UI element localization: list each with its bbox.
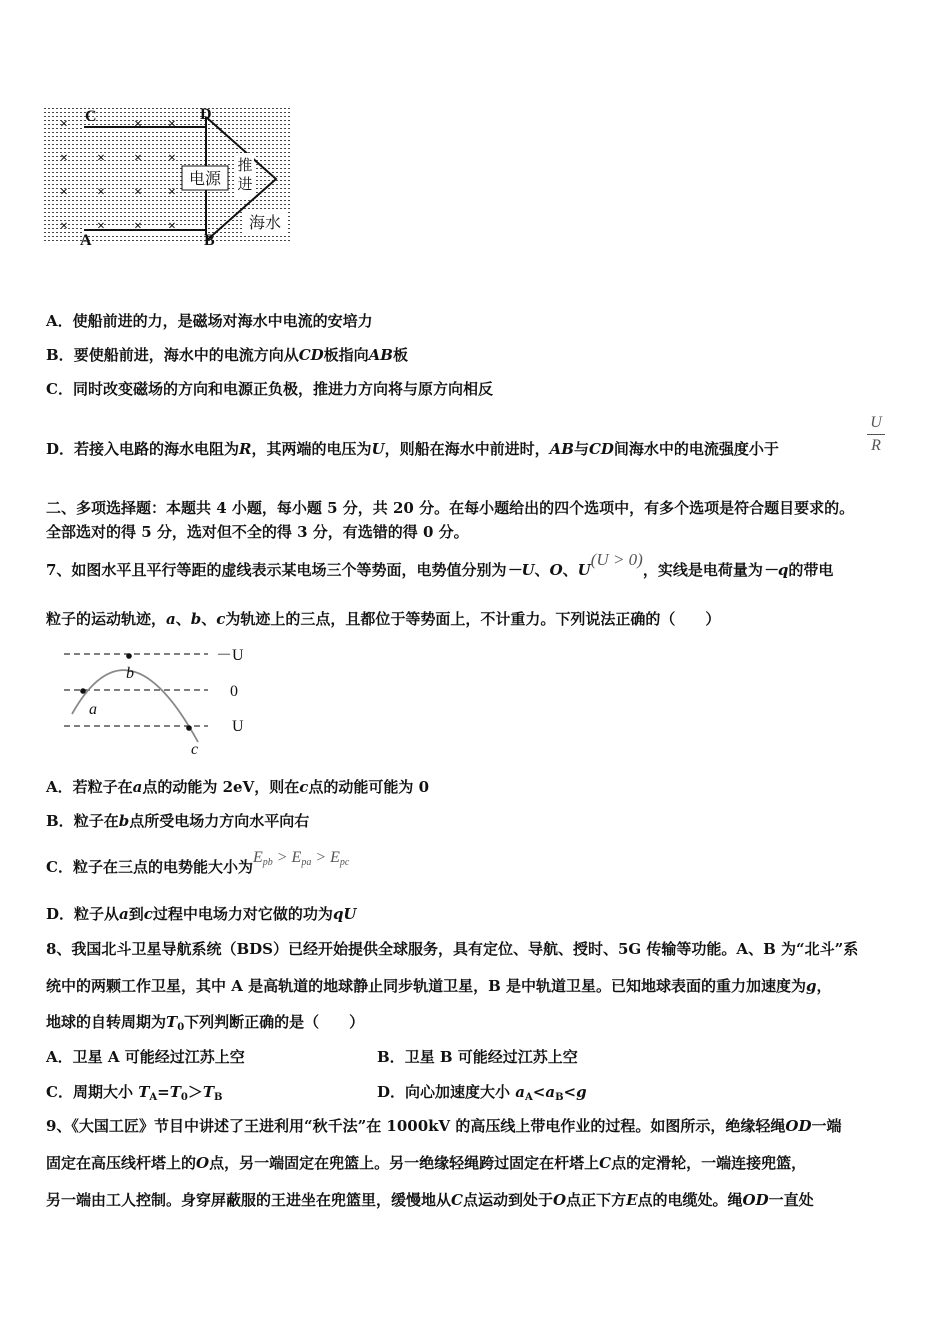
cross-mark: × — [168, 219, 176, 234]
cross-mark: × — [97, 151, 105, 166]
point-c-dot — [186, 725, 192, 731]
cross-mark: × — [97, 219, 105, 234]
label-d: D — [200, 106, 212, 123]
var: O — [196, 1154, 210, 1172]
var: AB — [368, 346, 393, 364]
option-text: 卫星 B 可能经过江苏上空 — [404, 1048, 578, 1066]
option-letter: B． — [46, 812, 74, 830]
option-letter: B． — [377, 1048, 405, 1066]
var: CD — [298, 346, 324, 364]
cross-mark: × — [168, 151, 176, 166]
var: R — [239, 440, 252, 458]
text: 点正下方 — [566, 1191, 627, 1209]
option-letter: D． — [46, 440, 75, 458]
option-text: 过程中电场力对它做的功为 — [152, 905, 333, 923]
point-a-label: a — [89, 701, 97, 718]
formula-e: E — [291, 849, 302, 866]
label-b: B — [204, 232, 215, 248]
formula-sub: pb — [262, 857, 273, 868]
q8-option-d — [377, 1082, 587, 1108]
subscript: 0 — [177, 1022, 185, 1033]
text: 一端 — [811, 1117, 842, 1135]
cross-mark: × — [134, 151, 142, 166]
var: OD — [742, 1191, 769, 1209]
option-text: 间海水中的电流强度小于 — [613, 440, 779, 458]
symbol: < — [532, 1083, 546, 1101]
cross-mark: × — [97, 185, 105, 200]
text: 另一端由工人控制。身穿屏蔽服的王进坐在兜篮里，缓慢地从 — [46, 1191, 452, 1209]
energy-formula — [253, 849, 349, 866]
var: qU — [332, 905, 357, 923]
text: 粒子的运动轨迹， — [46, 610, 167, 628]
option-letter: C． — [46, 380, 73, 398]
option-text: 向心加速度大小 — [405, 1083, 516, 1101]
q8-option-b — [377, 1047, 578, 1067]
option-text: 点所受电场力方向水平向右 — [129, 812, 310, 830]
text: 下列判断正确的是（ ） — [184, 1013, 365, 1031]
subscript: A — [149, 1092, 158, 1103]
text: 7、如图水平且平行等距的虚线表示某电场三个等势面，电势值分别为 — [46, 561, 507, 579]
option-letter: D． — [377, 1083, 406, 1101]
formula-e: E — [330, 849, 340, 866]
point-a-dot — [80, 688, 86, 694]
var: U — [577, 561, 591, 579]
text: 9、《大国工匠》节目中讲述了王进利用“秋千法”在 1000kV 的高压线上带电作业的过程。如图所示，绝缘轻绳 — [46, 1117, 786, 1135]
option-text: 粒子在 — [73, 812, 119, 830]
var: c — [143, 905, 153, 923]
condition-formula: (U > 0) — [590, 550, 643, 569]
q6-option-b — [46, 345, 408, 365]
formula-e: E — [252, 849, 263, 866]
option-text: 使船前进的力，是磁场对海水中电流的安培力 — [72, 312, 373, 330]
var: a — [132, 778, 143, 796]
option-text: 粒子从 — [74, 905, 120, 923]
q7-line1 — [46, 550, 834, 580]
option-text: 点的动能为 2eV，则在 — [142, 778, 300, 796]
formula-gt: > — [272, 849, 292, 866]
cross-mark: × — [168, 185, 176, 200]
q7-option-d — [46, 904, 357, 924]
q9-line1 — [46, 1116, 842, 1136]
text: 、 — [562, 561, 578, 579]
q6-option-c — [46, 379, 493, 399]
q7-option-a — [46, 777, 429, 797]
text: 点的定滑轮，一端连接兜篮， — [611, 1154, 807, 1172]
var: a — [545, 1083, 556, 1101]
symbol: ＞ — [187, 1083, 203, 1101]
option-text: 周期大小 — [72, 1083, 139, 1101]
label-a: A — [80, 232, 92, 248]
var: AB — [549, 440, 574, 458]
formula-gt: > — [311, 849, 331, 866]
section2-line2: 全部选对的得 5 分，选对但不全的得 3 分，有选错的得 0 分。 — [46, 523, 469, 541]
symbol: < — [563, 1083, 577, 1101]
seawater-label: 海水 — [248, 215, 282, 232]
formula-sub: pc — [339, 857, 350, 868]
option-letter: C． — [46, 1083, 73, 1101]
power-source-label: 电源 — [188, 171, 222, 188]
text: 地球的自转周期为 — [46, 1013, 167, 1031]
text: ，实线是电荷量为 — [642, 561, 763, 579]
q7-option-b — [46, 811, 309, 831]
option-text: 板 — [393, 346, 409, 364]
var: g — [806, 977, 817, 995]
text: 、 — [534, 561, 550, 579]
var: T — [169, 1083, 181, 1101]
cross-mark: × — [60, 219, 68, 234]
text: 点的电缆处。绳 — [637, 1191, 743, 1209]
var: c — [216, 610, 226, 628]
option-text: 若粒子在 — [72, 778, 133, 796]
point-c-label: c — [191, 741, 199, 758]
var: g — [576, 1083, 587, 1101]
option-letter: C． — [46, 858, 73, 876]
cross-mark: × — [168, 117, 176, 132]
var: U — [371, 440, 385, 458]
var: T — [166, 1013, 178, 1031]
var: OD — [785, 1117, 812, 1135]
option-letter: A． — [46, 1048, 73, 1066]
q9-line3 — [46, 1190, 814, 1210]
var: T — [138, 1083, 150, 1101]
text: 固定在高压线杆塔上的 — [46, 1154, 197, 1172]
option-letter: D． — [46, 905, 75, 923]
cross-mark: × — [134, 185, 142, 200]
q7-line2 — [46, 609, 720, 629]
text: 一直处 — [768, 1191, 814, 1209]
var: a — [515, 1083, 525, 1101]
cross-mark: × — [60, 151, 68, 166]
q7-option-c — [46, 849, 350, 883]
q8-line3 — [46, 1012, 364, 1038]
var: b — [118, 812, 130, 830]
fraction-u-over-r — [866, 414, 886, 455]
q6-option-a — [46, 311, 373, 331]
option-text: 与 — [573, 440, 589, 458]
option-text: 若接入电路的海水电阻为 — [74, 440, 240, 458]
var: C — [451, 1191, 463, 1209]
option-letter: A． — [46, 312, 73, 330]
q9-line2 — [46, 1153, 806, 1173]
text: 、 — [175, 610, 191, 628]
cross-mark: × — [60, 185, 68, 200]
q7-equipotential-diagram — [58, 642, 258, 760]
q8-option-c — [46, 1082, 222, 1108]
option-text: 到 — [128, 905, 144, 923]
subscript: A — [524, 1092, 533, 1103]
var: b — [190, 610, 202, 628]
option-text: ，其两端的电压为 — [251, 440, 372, 458]
option-text: 粒子在三点的电势能大小为 — [72, 858, 253, 876]
cross-mark: × — [134, 219, 142, 234]
q6-option-d — [46, 439, 779, 459]
text: ， — [816, 977, 832, 995]
var: －U — [506, 561, 535, 579]
thruster-label-1: 推 — [237, 158, 253, 174]
q8-option-a — [46, 1047, 245, 1067]
fraction-denominator: R — [871, 437, 881, 454]
text: 点运动到处于 — [462, 1191, 553, 1209]
var: T — [202, 1083, 215, 1101]
var: E — [626, 1191, 638, 1209]
q8-line2 — [46, 976, 832, 996]
symbol: = — [157, 1083, 170, 1101]
var: CD — [588, 440, 614, 458]
option-text: 卫星 A 可能经过江苏上空 — [72, 1048, 245, 1066]
option-text: 要使船前进，海水中的电流方向从 — [73, 346, 299, 364]
fraction-numerator: U — [870, 414, 882, 431]
formula-sub: pa — [301, 857, 312, 868]
option-text: 板指向 — [323, 346, 369, 364]
subscript: B — [214, 1092, 223, 1103]
q8-line1: 8、我国北斗卫星导航系统（BDS）已经开始提供全球服务，具有定位、导航、授时、5G 传输等功能。A、B 为“北斗”系 — [46, 940, 859, 958]
subscript: B — [555, 1092, 564, 1103]
cross-mark: × — [60, 117, 68, 132]
subscript: 0 — [180, 1092, 188, 1103]
option-text: ，则船在海水中前进时， — [384, 440, 550, 458]
point-b-dot — [126, 653, 132, 659]
label-c: C — [85, 108, 97, 125]
text: 统中的两颗工作卫星，其中 A 是高轨道的地球静止同步轨道卫星，B 是中轨道卫星。已知地球表面的重力加速度为 — [46, 977, 806, 995]
point-b-label: b — [126, 665, 134, 682]
text: 点，另一端固定在兜篮上。另一绝缘轻绳跨过固定在杆塔上 — [209, 1154, 600, 1172]
option-letter: B． — [46, 346, 74, 364]
cross-mark: × — [134, 117, 142, 132]
potential-label-mid: 0 — [230, 683, 238, 700]
option-text: 同时改变磁场的方向和电源正负极，推进力方向将与原方向相反 — [72, 380, 493, 398]
var: O — [552, 1191, 567, 1209]
var: a — [166, 610, 176, 628]
var: a — [119, 905, 129, 923]
var: c — [299, 778, 309, 796]
text: 为轨迹上的三点，且都位于等势面上，不计重力。下列说法正确的（ ） — [225, 610, 721, 628]
text: 的带电 — [788, 561, 834, 579]
var: C — [599, 1154, 612, 1172]
text: 、 — [201, 610, 217, 628]
var: O — [549, 561, 563, 579]
potential-label-top: －U — [216, 647, 244, 664]
fig1-thruster-diagram — [44, 103, 294, 248]
potential-label-bot: U — [232, 718, 244, 735]
var: －q — [762, 561, 789, 579]
option-letter: A． — [46, 778, 73, 796]
thruster-label-2: 进 — [237, 177, 253, 193]
option-text: 点的动能可能为 0 — [308, 778, 430, 796]
section2-line1: 二、多项选择题：本题共 4 小题，每小题 5 分，共 20 分。在每小题给出的四个选项中，有多个选项是符合题目要求的。 — [46, 499, 855, 517]
